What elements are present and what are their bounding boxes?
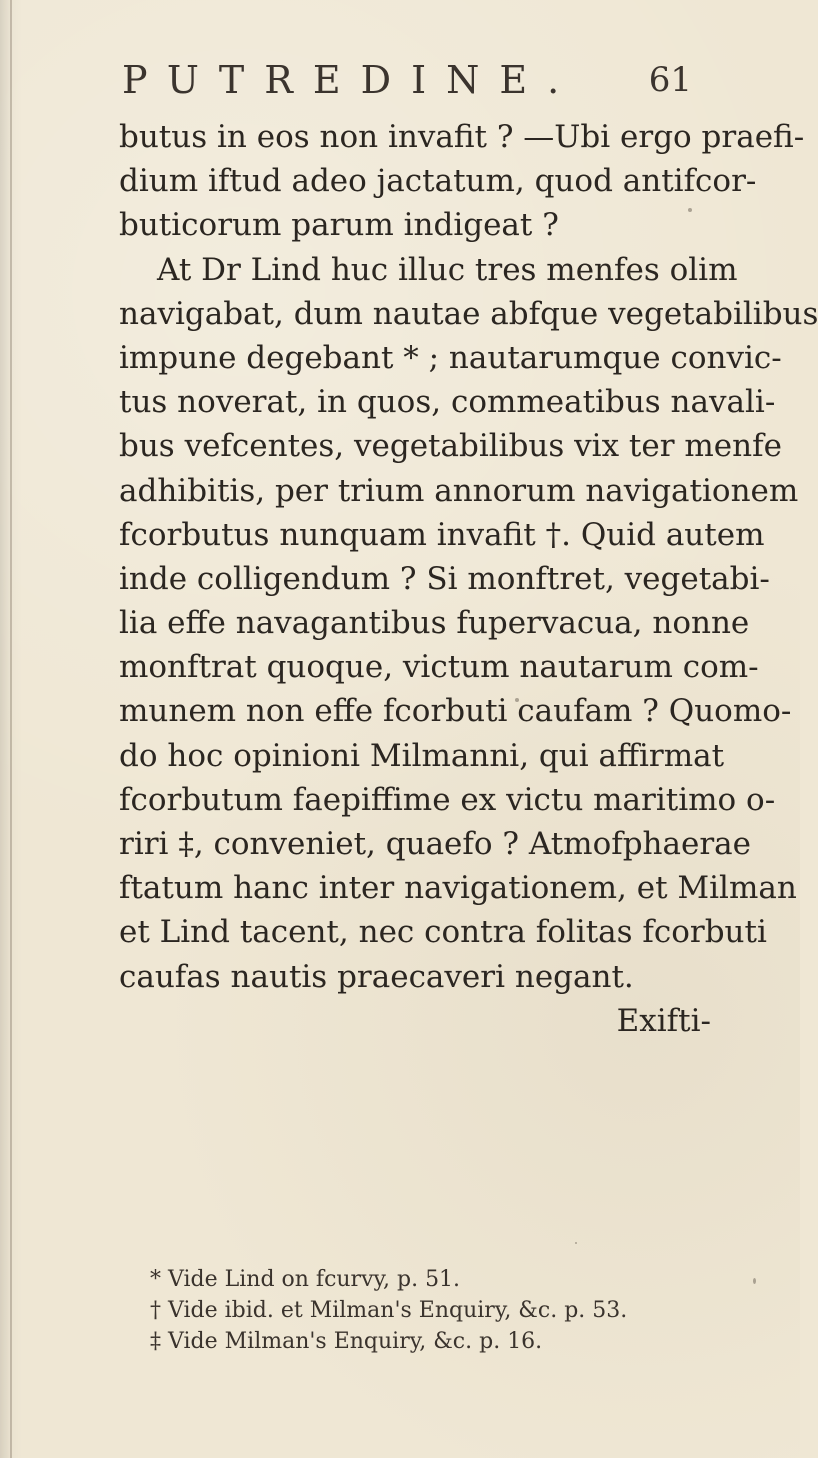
text-line: monftrat quoque, victum nautarum com- — [119, 649, 759, 686]
running-head: PUTREDINE. — [122, 58, 580, 102]
text-line: caufas nautis praecaveri negant. — [119, 958, 634, 995]
text-line: inde colligendum ? Si monftret, vegetabi- — [119, 560, 770, 597]
page-number: 61 — [648, 60, 692, 100]
main-text-block — [119, 115, 818, 1043]
text-line: et Lind tacent, nec contra folitas fcorbuti — [119, 914, 767, 951]
footnotes — [150, 1264, 670, 1357]
text-line: do hoc opinioni Milmanni, qui affirmat — [119, 737, 725, 774]
paper-speck — [753, 1278, 756, 1284]
text-line: buticorum parum indigeat ? — [119, 207, 559, 244]
text-line: dium iftud adeo jactatum, quod antifcor- — [119, 163, 757, 200]
text-line: At Dr Lind huc illuc tres menfes olim — [157, 251, 738, 288]
text-line: tus noverat, in quos, commeatibus navali- — [119, 384, 776, 421]
text-line: fcorbutum faepiffime ex victu maritimo o- — [119, 781, 776, 818]
footnote-item: † Vide ibid. et Milman's Enquiry, &c. p. 53. — [150, 1298, 628, 1323]
text-line: munem non effe fcorbuti caufam ? Quomo- — [119, 693, 792, 730]
paper-speck — [515, 698, 519, 702]
page-header — [122, 50, 692, 110]
text-line: ftatum hanc inter navigationem, et Milman — [119, 870, 797, 907]
text-line: riri ‡, conveniet, quaefo ? Atmofphaerae — [119, 826, 751, 862]
footnote-item: ‡ Vide Milman's Enquiry, &c. p. 16. — [150, 1329, 543, 1354]
paper-speck — [688, 208, 692, 212]
text-line: bus vefcentes, vegetabilibus vix ter menfe — [119, 428, 782, 465]
text-line: adhibitis, per trium annorum navigationem — [119, 472, 799, 509]
text-line: navigabat, dum nautae abfque vegetabilibus — [119, 295, 818, 332]
text-line: fcorbutus nunquam invafit †. Quid autem — [119, 516, 765, 553]
text-line: impune degebant * ; nautarumque convic- — [119, 339, 782, 376]
gutter-line — [10, 0, 12, 1458]
catchword: Exifti- — [616, 1002, 711, 1039]
text-line: butus in eos non invafit ? —Ubi ergo praefi- — [119, 119, 805, 155]
footnote-item: * Vide Lind on fcurvy, p. 51. — [150, 1267, 461, 1292]
text-line: lia effe navagantibus fupervacua, nonne — [119, 605, 750, 642]
paper-speck — [575, 1242, 577, 1244]
